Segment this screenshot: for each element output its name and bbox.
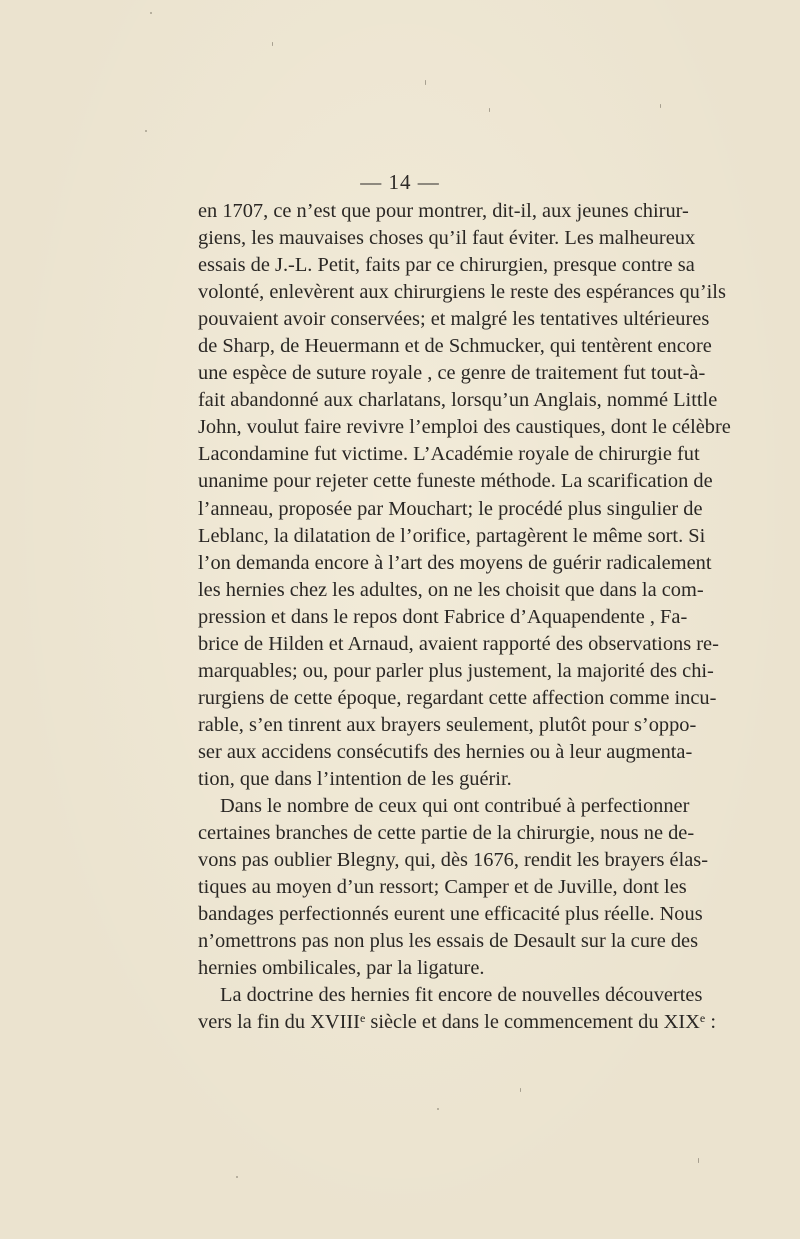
text-line: tion, que dans l’intention de les guérir. xyxy=(198,767,512,790)
text-line: John, voulut faire revivre l’emploi des caustiques, dont le célèbre xyxy=(198,416,731,439)
paper-speck xyxy=(236,1176,238,1178)
paper-speck xyxy=(520,1088,521,1092)
text-line: pression et dans le repos dont Fabrice d’Aquapendente , Fa- xyxy=(198,605,688,628)
text-line: Lacondamine fut victime. L’Académie royale de chirurgie fut xyxy=(198,443,700,466)
paper-speck xyxy=(437,1108,439,1110)
text-line: rable, s’en tinrent aux brayers seulement, plutôt pour s’oppo- xyxy=(198,713,697,736)
text-line: fait abandonné aux charlatans, lorsqu’un Anglais, nommé Little xyxy=(198,389,718,412)
paper-speck xyxy=(272,42,273,46)
text-line-last xyxy=(198,1009,798,1036)
text-line: l’anneau, proposée par Mouchart; le procédé plus singulier de xyxy=(198,497,703,520)
text-line: essais de J.-L. Petit, faits par ce chirurgien, presque contre sa xyxy=(198,254,695,277)
text-line: tiques au moyen d’un ressort; Camper et de Juville, dont les xyxy=(198,876,687,899)
text-line: ser aux accidens consécutifs des hernies ou à leur augmenta- xyxy=(198,740,693,763)
text-line: n’omettrons pas non plus les essais de Desault sur la cure des xyxy=(198,930,699,953)
text-line: les hernies chez les adultes, on ne les choisit que dans la com- xyxy=(198,578,704,601)
last-line-before: vers la fin du XVIII xyxy=(198,1011,360,1034)
text-line: brice de Hilden et Arnaud, avaient rapporté des observations re- xyxy=(198,632,719,655)
paper-speck xyxy=(150,12,152,14)
text-line: pouvaient avoir conservées; et malgré les tentatives ultérieures xyxy=(198,308,710,331)
text-line: en 1707, ce n’est que pour montrer, dit-il, aux jeunes chirur- xyxy=(198,200,689,222)
text-line: l’on demanda encore à l’art des moyens de guérir radicalement xyxy=(198,551,712,574)
text-line: unanime pour rejeter cette funeste méthode. La scarification de xyxy=(198,470,713,493)
superscript: e xyxy=(359,1011,366,1026)
text-line: bandages perfectionnés eurent une efficacité plus réelle. Nous xyxy=(198,903,703,926)
text-line: de Sharp, de Heuermann et de Schmucker, qui tentèrent encore xyxy=(198,335,712,358)
page-number: — 14 — xyxy=(360,170,440,194)
text-line: une espèce de suture royale , ce genre de traitement fut tout-à- xyxy=(198,362,706,385)
text-line: Leblanc, la dilatation de l’orifice, partagèrent le même sort. Si xyxy=(198,524,706,547)
text-line: volonté, enlevèrent aux chirurgiens le reste des espérances qu’ils xyxy=(198,281,726,304)
text-line: marquables; ou, pour parler plus justement, la majorité des chi- xyxy=(198,659,714,682)
paper-speck xyxy=(145,130,147,132)
paper-speck xyxy=(660,104,661,108)
paper-speck xyxy=(489,108,490,112)
paper-speck xyxy=(698,1158,699,1163)
text-line: certaines branches de cette partie de la chirurgie, nous ne de- xyxy=(198,822,695,845)
text-line: La doctrine des hernies fit encore de nouvelles découvertes xyxy=(220,984,703,1007)
superscript: e xyxy=(699,1011,706,1026)
text-line: hernies ombilicales, par la ligature. xyxy=(198,957,485,980)
last-line-middle: siècle et dans le commencement du XIX xyxy=(365,1011,700,1034)
last-line-after: : xyxy=(705,1011,716,1034)
body-text xyxy=(198,198,798,1036)
paper-speck xyxy=(425,80,426,85)
text-line: vons pas oublier Blegny, qui, dès 1676, rendit les brayers élas- xyxy=(198,849,709,872)
text-line: giens, les mauvaises choses qu’il faut éviter. Les malheureux xyxy=(198,227,696,250)
text-line: Dans le nombre de ceux qui ont contribué à perfectionner xyxy=(220,795,690,818)
text-line: rurgiens de cette époque, regardant cette affection comme incu- xyxy=(198,686,717,709)
